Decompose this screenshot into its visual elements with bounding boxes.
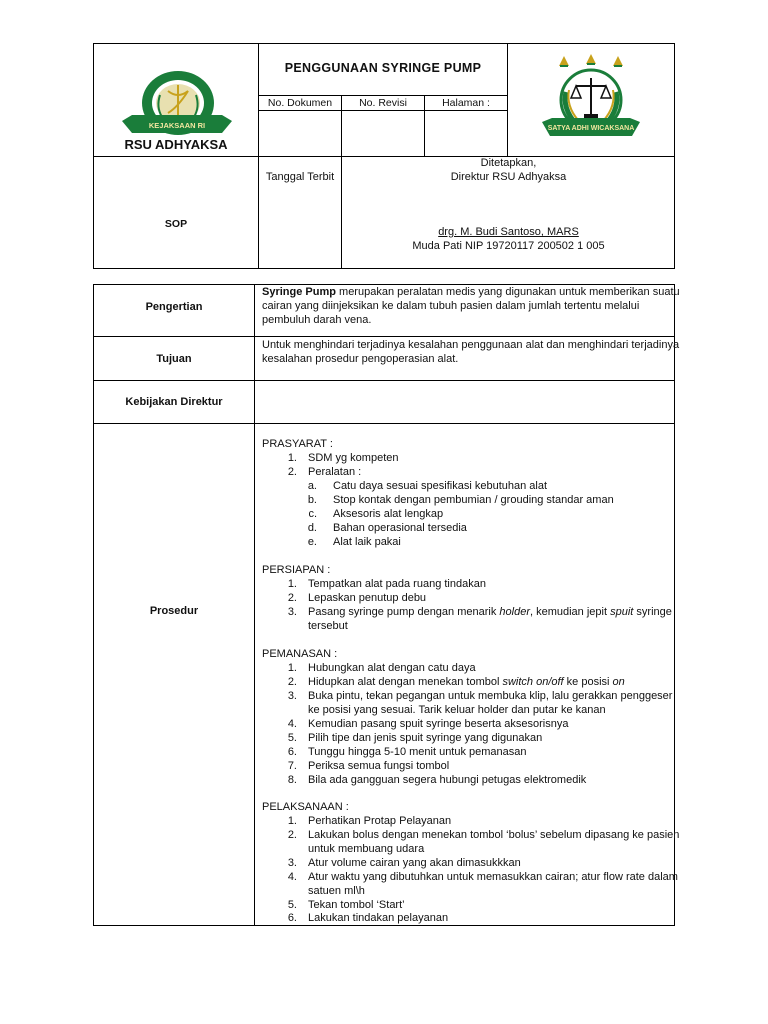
list-number: 3. <box>287 690 297 702</box>
page-title: PENGGUNAAN SYRINGE PUMP <box>284 61 482 75</box>
pengertian-line-3: pembuluh darah vena. <box>262 314 372 326</box>
list-number: 2. <box>287 676 297 688</box>
hospital-name: RSU ADHYAKSA <box>124 137 228 152</box>
text-run-italic: switch on/off <box>502 676 564 688</box>
list-item: Tempatkan alat pada ruang tindakan <box>308 578 486 590</box>
list-item: Kemudian pasang spuit syringe beserta aksesorisnya <box>308 718 569 730</box>
list-letter: e. <box>307 536 317 548</box>
prosedur-label: Prosedur <box>149 605 199 617</box>
director-rank: Muda Pati NIP 19720117 200502 1 005 <box>412 240 605 252</box>
list-item: Lepaskan penutup debu <box>308 592 427 604</box>
text-run-italic: on <box>612 676 625 688</box>
list-number: 6. <box>287 912 297 924</box>
prasyarat-title: PRASYARAT : <box>262 438 333 450</box>
list-item: Lakukan tindakan pelayanan <box>308 912 449 924</box>
list-item: Lakukan bolus dengan menekan tombol ‘bolus’ sebelum dipasang ke pasien <box>308 829 680 841</box>
list-item: Tekan tombol ‘Start’ <box>308 899 405 911</box>
text-run-italic: spuit <box>610 606 634 618</box>
list-number: 8. <box>287 774 297 786</box>
list-number: 4. <box>287 718 297 730</box>
pengertian-line-2: cairan yang diinjeksikan ke dalam tubuh pasien dalam jumlah tertentu melalui <box>262 300 640 312</box>
list-item: Perhatikan Protap Pelayanan <box>308 815 452 827</box>
list-letter: d. <box>307 522 317 534</box>
list-number: 2. <box>287 829 297 841</box>
list-number: 6. <box>287 746 297 758</box>
tujuan-text <box>262 338 679 366</box>
list-number: 7. <box>287 760 297 772</box>
list-item <box>308 675 625 689</box>
list-item: Buka pintu, tekan pegangan untuk membuka klip, lalu gerakkan penggeser <box>308 690 673 702</box>
sub-list-item: Alat laik pakai <box>333 536 401 548</box>
list-letter: b. <box>307 494 317 506</box>
sub-list-item: Aksesoris alat lengkap <box>333 508 444 520</box>
doc-number-label: No. Dokumen <box>267 97 333 109</box>
director-name: drg. M. Budi Santoso, MARS <box>438 226 579 238</box>
list-number: 3. <box>287 857 297 869</box>
kebijakan-label: Kebijakan Direktur <box>125 396 223 408</box>
hospital-logo <box>118 55 236 137</box>
list-item: Bila ada gangguan segera hubungi petugas elektromedik <box>308 774 587 786</box>
agency-logo <box>536 52 646 142</box>
approved-label: Ditetapkan, <box>480 157 537 169</box>
pengertian-line-1: merupakan peralatan medis yang digunakan untuk memberikan suatu <box>335 286 680 298</box>
pengertian-term: Syringe Pump <box>262 286 336 298</box>
list-item: Hubungkan alat dengan catu daya <box>308 662 476 674</box>
agency-emblem-icon <box>536 52 646 142</box>
text-run: Hidupkan alat dengan menekan tombol <box>308 676 503 688</box>
text-run: , kemudian jepit <box>529 606 611 618</box>
logo-ribbon-text: KEJAKSAAN RI <box>148 121 206 130</box>
issue-date-label: Tanggal Terbit <box>265 171 335 183</box>
list-number: 1. <box>287 662 297 674</box>
list-number: 2. <box>287 592 297 604</box>
list-number: 4. <box>287 871 297 883</box>
list-letter: c. <box>308 508 317 520</box>
list-number: 3. <box>287 606 297 618</box>
text-run: syringe <box>633 606 672 618</box>
sub-list-item: Bahan operasional tersedia <box>333 522 467 534</box>
director-title: Direktur RSU Adhyaksa <box>450 171 567 183</box>
list-item-continuation: ke posisi yang sesuai. Tarik keluar holder dan putar ke kanan <box>308 704 606 716</box>
pengertian-text <box>262 285 680 327</box>
list-item: Tunggu hingga 5-10 menit untuk pemanasan <box>308 746 527 758</box>
list-item: SDM yg kompeten <box>308 452 399 464</box>
list-number: 2. <box>287 466 297 478</box>
page-label: Halaman : <box>442 97 490 109</box>
list-number: 5. <box>287 732 297 744</box>
pengertian-label: Pengertian <box>145 301 203 313</box>
tujuan-line-2: kesalahan prosedur pengoperasian alat. <box>262 353 459 365</box>
sop-label: SOP <box>164 218 188 230</box>
tujuan-label: Tujuan <box>156 353 192 365</box>
text-run: ke posisi <box>563 676 613 688</box>
list-letter: a. <box>307 480 317 492</box>
list-item-continuation: satuen ml\h <box>308 885 365 897</box>
list-number: 1. <box>287 452 297 464</box>
list-item: Peralatan : <box>308 466 362 478</box>
list-item <box>308 605 672 619</box>
sub-list-item: Stop kontak dengan pembumian / grouding standar aman <box>333 494 614 506</box>
tujuan-line-1: Untuk menghindari terjadinya kesalahan penggunaan alat dan menghindari terjadinya <box>262 339 680 351</box>
list-item-continuation: tersebut <box>308 620 348 632</box>
text-run: Pasang syringe pump dengan menarik <box>308 606 500 618</box>
pelaksanaan-title: PELAKSANAAN : <box>262 801 349 813</box>
persiapan-title: PERSIAPAN : <box>262 564 331 576</box>
list-item-continuation: untuk membuang udara <box>308 843 425 855</box>
list-number: 1. <box>287 578 297 590</box>
text-run-italic: holder <box>499 606 530 618</box>
agency-ribbon-text: SATYA ADHI WICAKSANA <box>547 125 635 132</box>
list-item: Pilih tipe dan jenis spuit syringe yang digunakan <box>308 732 543 744</box>
list-item: Atur volume cairan yang akan dimasukkkan <box>308 857 521 869</box>
logo-arc-text: RUMAH SAKIT UMUM ADHYAK <box>131 57 226 106</box>
sub-list-item: Catu daya sesuai spesifikasi kebutuhan alat <box>333 480 548 492</box>
list-item: Atur waktu yang dibutuhkan untuk memasukkan cairan; atur flow rate dalam <box>308 871 678 883</box>
list-number: 5. <box>287 899 297 911</box>
revision-label: No. Revisi <box>359 97 407 109</box>
hospital-emblem-icon <box>118 55 236 137</box>
list-number: 1. <box>287 815 297 827</box>
list-item: Periksa semua fungsi tombol <box>308 760 450 772</box>
pemanasan-title: PEMANASAN : <box>262 648 338 660</box>
